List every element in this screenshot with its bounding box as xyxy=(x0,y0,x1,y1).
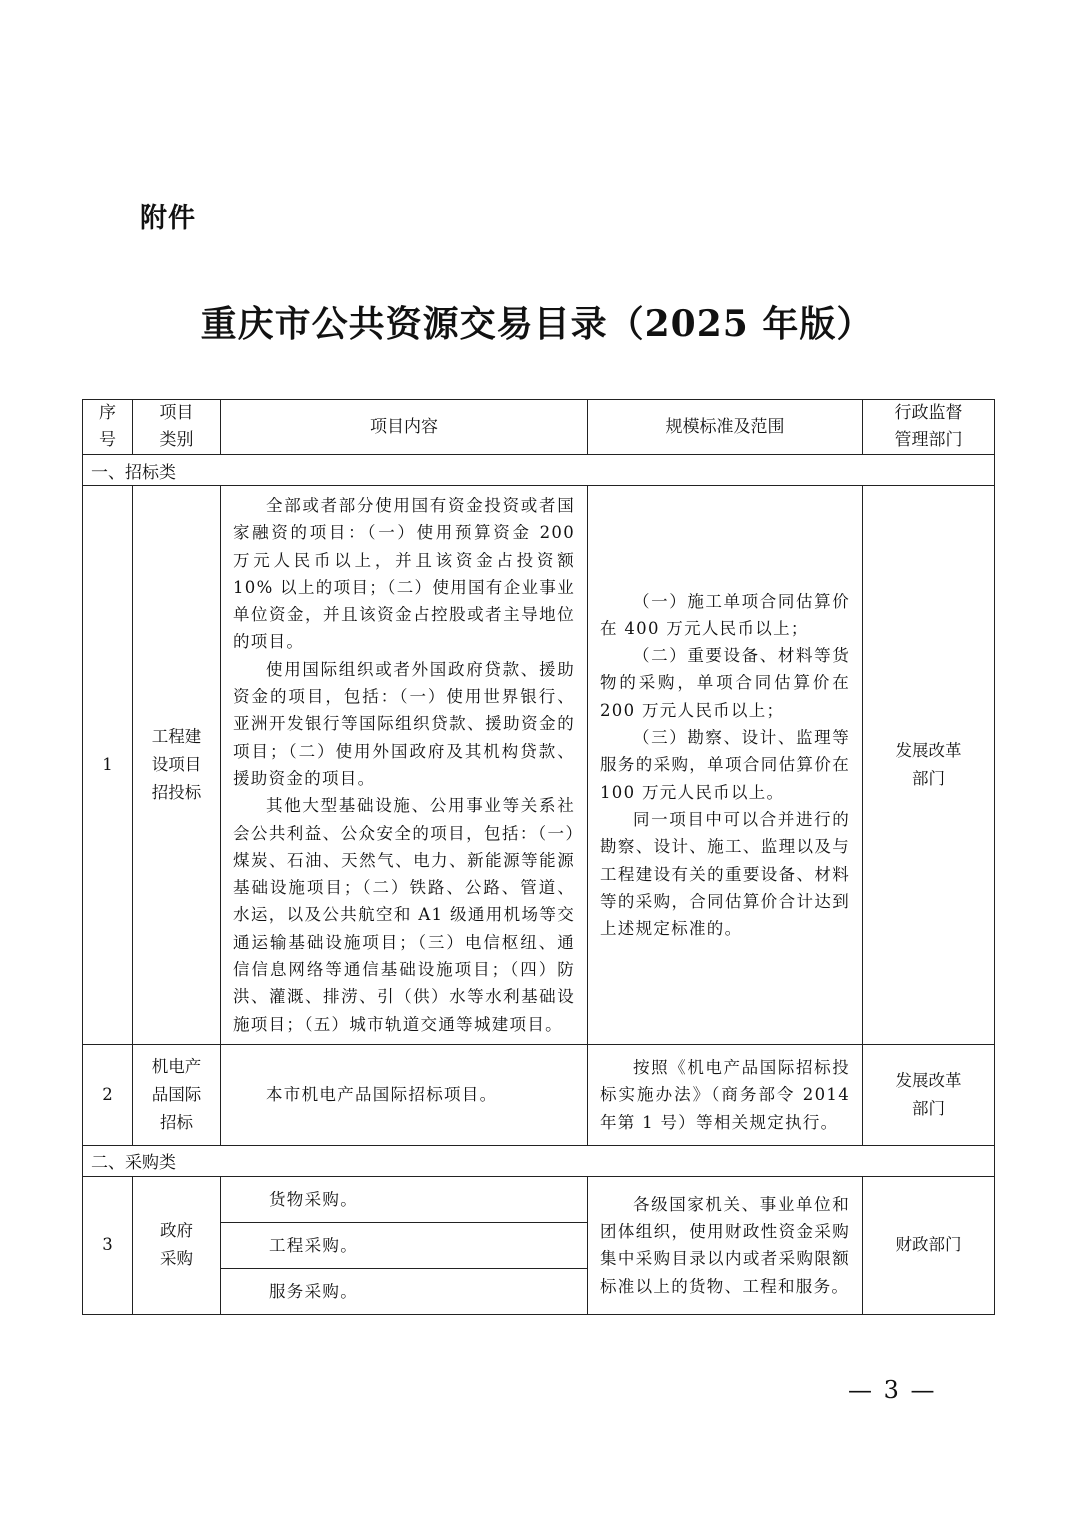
row-category: 政府 采购 xyxy=(133,1176,221,1314)
procurement-item-services: 服务采购。 xyxy=(221,1268,588,1314)
row-category: 机电产 品国际 招标 xyxy=(133,1044,221,1145)
header-content: 项目内容 xyxy=(221,400,588,455)
attachment-label: 附件 xyxy=(140,203,196,234)
row-scope: 各级国家机关、事业单位和团体组织，使用财政性资金采购集中采购目录以内或者采购限额标准以上的货物、工程和服务。 xyxy=(588,1176,863,1314)
row-content: 本市机电产品国际招标项目。 xyxy=(221,1044,588,1145)
section-row-procurement xyxy=(83,1145,995,1176)
row-dept: 发展改革 部门 xyxy=(863,1044,995,1145)
section-title: 一、招标类 xyxy=(83,455,995,486)
row-seq: 1 xyxy=(83,486,133,1045)
table-row xyxy=(83,486,995,1045)
row-dept: 发展改革 部门 xyxy=(863,486,995,1045)
page-number: — 3 — xyxy=(848,1376,937,1404)
table-row xyxy=(83,1044,995,1145)
header-category: 项目 类别 xyxy=(133,400,221,455)
row-dept: 财政部门 xyxy=(863,1176,995,1314)
row-scope: （一）施工单项合同估算价在 400 万元人民币以上； （二）重要设备、材料等货物的采购，单项合同估算价在 200 万元人民币以上； （三）勘察、设计、监理等服务的采购，单项合同估算价在 100 万元人民币以上。 同一项目中可以合并进行的勘察、设计、施工、监理以及与工程建设有关的重要设备、材料等的采购，合同估算价合计达到上述规定标准的。 xyxy=(588,486,863,1045)
catalog-table xyxy=(82,399,995,1315)
row-content: 全部或者部分使用国有资金投资或者国家融资的项目：（一）使用预算资金 200 万元人民币以上，并且该资金占投资额 10% 以上的项目；（二）使用国有企业事业单位资金，并且该资金占控股或者主导地位的项目。 使用国际组织或者外国政府贷款、援助资金的项目，包括：（一）使用世界银行、亚洲开发银行等国际组织贷款、援助资金的项目；（二）使用外国政府及其机构贷款、援助资金的项目。 其他大型基础设施、公用事业等关系社会公共利益、公众安全的项目，包括：（一）煤炭、石油、天然气、电力、新能源等能源基础设施项目；（二）铁路、公路、管道、水运，以及公共航空和 A1 级通用机场等交通运输基础设施项目；（三）电信枢纽、通信信息网络等通信基础设施项目；（四）防洪、灌溉、排涝、引（供）水等水利基础设施项目；（五）城市轨道交通等城建项目。 xyxy=(221,486,588,1045)
table-row xyxy=(83,1176,995,1222)
section-row-bidding xyxy=(83,455,995,486)
section-title: 二、采购类 xyxy=(83,1145,995,1176)
row-seq: 3 xyxy=(83,1176,133,1314)
table-header-row xyxy=(83,400,995,455)
header-dept: 行政监督 管理部门 xyxy=(863,400,995,455)
header-seq: 序 号 xyxy=(83,400,133,455)
document-title: 重庆市公共资源交易目录（2025 年版） xyxy=(200,303,874,345)
row-seq: 2 xyxy=(83,1044,133,1145)
header-scope: 规模标准及范围 xyxy=(588,400,863,455)
procurement-item-goods: 货物采购。 xyxy=(221,1176,588,1222)
row-category: 工程建 设项目 招投标 xyxy=(133,486,221,1045)
procurement-item-works: 工程采购。 xyxy=(221,1222,588,1268)
row-scope: 按照《机电产品国际招标投标实施办法》（商务部令 2014 年第 1 号）等相关规定执行。 xyxy=(588,1044,863,1145)
